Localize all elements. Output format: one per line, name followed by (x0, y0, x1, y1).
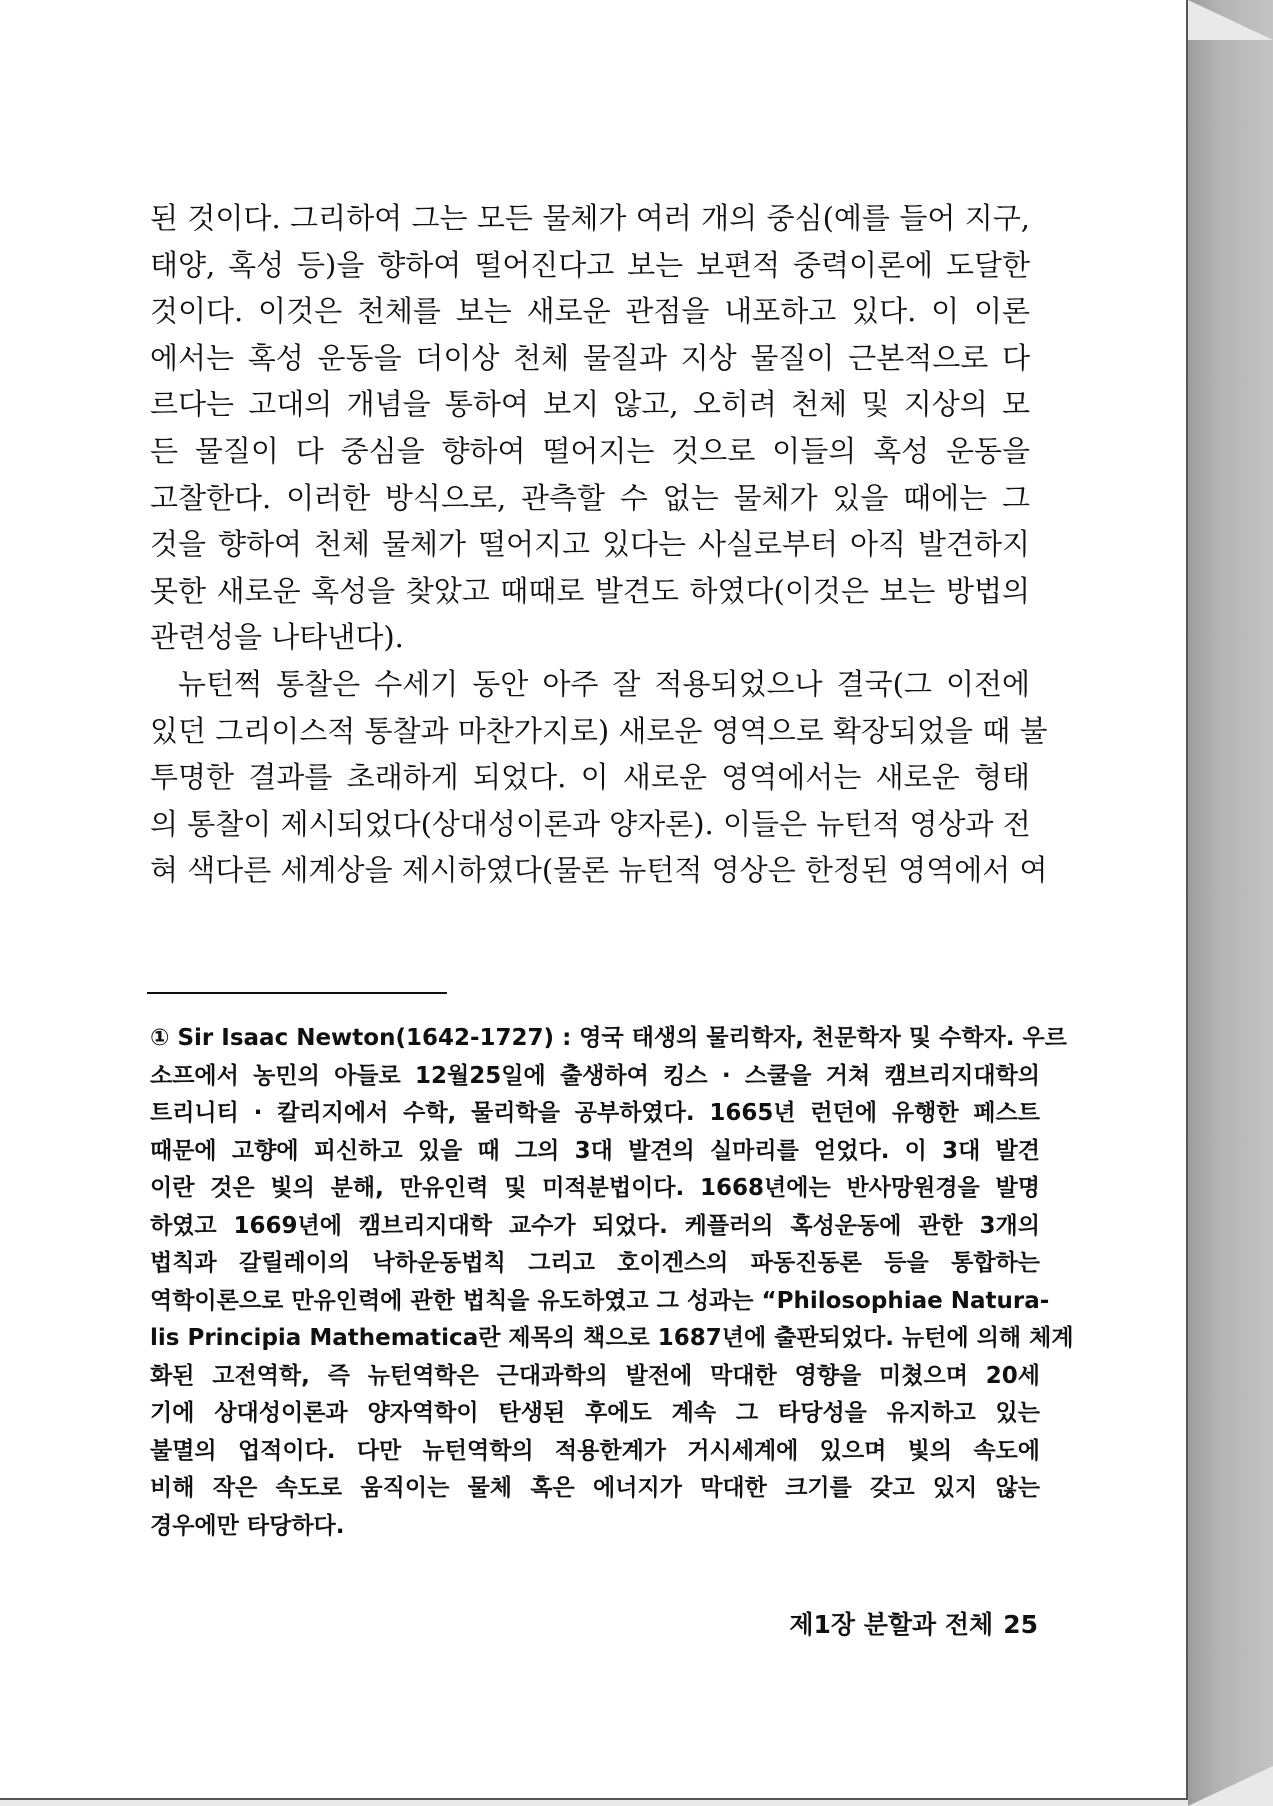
chapter-title: 제1장 분할과 전체 (789, 1610, 994, 1639)
footnote-line: ① Sir Isaac Newton(1642-1727) : 영국 태생의 물리학자, 천문학자 및 수학자. 우르 (150, 1025, 1067, 1051)
page-footer (779, 1605, 1038, 1641)
body-line: 있던 그리이스적 통찰과 마찬가지로) 새로운 영역으로 확장되었을 때 불 (150, 713, 1048, 748)
body-line: 의 통찰이 제시되었다(상대성이론과 양자론). 이들은 뉴턴적 영상과 전 (150, 806, 1031, 841)
body-line: 혀 색다른 세계상을 제시하였다(물론 뉴턴적 영상은 한정된 영역에서 여 (150, 853, 1048, 888)
footnote-line: 트리니티 · 칼리지에서 수학, 물리학을 공부하였다. 1665년 런던에 유행한 페스트 (150, 1100, 1040, 1126)
footnote-line: 하였고 1669년에 캠브리지대학 교수가 되었다. 케플러의 혹성운동에 관한 3개의 (150, 1212, 1040, 1239)
page-number: 25 (1003, 1610, 1038, 1639)
body-line: 투명한 결과를 초래하게 되었다. 이 새로운 영역에서는 새로운 형태 (150, 760, 1030, 795)
body-line: 뉴턴쩍 통찰은 수세기 동안 아주 잘 적용되었으나 결국(그 이전에 (150, 666, 1030, 701)
footnote (150, 1020, 1074, 1545)
footnote-line: lis Principia Mathematica란 제목의 책으로 1687년에 출판되었다. 뉴턴에 의해 체계 (150, 1325, 1074, 1351)
footnote-line: 이란 것은 빛의 분해, 만유인력 및 미적분법이다. 1668년에는 반사망원경을 발명 (150, 1175, 1040, 1201)
body-line: 든 물질이 다 중심을 향하여 떨어지는 것으로 이들의 혹성 운동을 (150, 433, 1030, 468)
footnote-divider (147, 992, 447, 994)
footnote-line: 법칙과 갈릴레이의 낙하운동법칙 그리고 호이겐스의 파동진동론 등을 통합하는 (150, 1250, 1040, 1276)
footnote-line: 때문에 고향에 피신하고 있을 때 그의 3대 발견의 실마리를 얻었다. 이 3대 발견 (150, 1137, 1040, 1164)
body-line: 고찰한다. 이러한 방식으로, 관측할 수 없는 물체가 있을 때에는 그 (150, 480, 1030, 515)
footnote-line: 역학이론으로 만유인력에 관한 법칙을 유도하였고 그 성과는 “Philosophiae Natura- (150, 1287, 1050, 1314)
body-line: 에서는 혹성 운동을 더이상 천체 물질과 지상 물질이 근본적으로 다 (150, 340, 1030, 375)
footnote-line: 비해 작은 속도로 움직이는 물체 혹은 에너지가 막대한 크기를 갖고 있지 않는 (150, 1475, 1040, 1501)
body-text (150, 195, 1048, 894)
page-stack-edge (1188, 0, 1273, 1806)
body-line: 르다는 고대의 개념을 통하여 보지 않고, 오히려 천체 및 지상의 모 (150, 387, 1030, 422)
body-line: 된 것이다. 그리하여 그는 모든 물체가 여러 개의 중심(예를 들어 지구, (150, 201, 1030, 235)
footnote-line: 불멸의 업적이다. 다만 뉴턴역학의 적용한계가 거시세계에 있으며 빛의 속도에 (150, 1437, 1040, 1464)
body-line: 못한 새로운 혹성을 찾았고 때때로 발견도 하였다(이것은 보는 방법의 (150, 573, 1030, 608)
body-line: 것을 향하여 천체 물체가 떨어지고 있다는 사실로부터 아직 발견하지 (150, 527, 1030, 562)
footnote-line: 소프에서 농민의 아들로 12월25일에 출생하여 킹스 · 스쿨을 거쳐 캠브리지대학의 (150, 1062, 1040, 1089)
body-line: 것이다. 이것은 천체를 보는 새로운 관점을 내포하고 있다. 이 이론 (150, 294, 1030, 329)
footnote-line: 기에 상대성이론과 양자역학이 탄생된 후에도 계속 그 타당성을 유지하고 있는 (150, 1400, 1040, 1426)
body-line: 관련성을 나타낸다). (150, 620, 404, 655)
footnote-line: 화된 고전역학, 즉 뉴턴역학은 근대과학의 발전에 막대한 영향을 미쳤으며 20세 (150, 1362, 1040, 1389)
body-line: 태양, 혹성 등)을 향하여 떨어진다고 보는 보편적 중력이론에 도달한 (150, 247, 1030, 282)
footnote-line: 경우에만 타당하다. (150, 1512, 345, 1539)
